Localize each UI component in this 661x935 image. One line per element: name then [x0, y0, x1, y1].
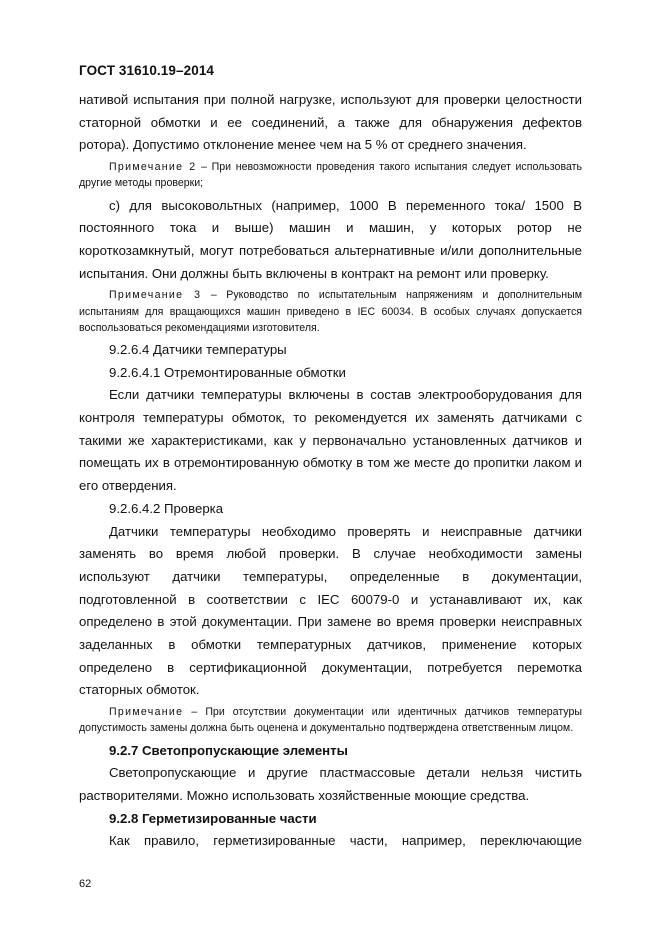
- note-3: [79, 287, 582, 336]
- document-header: ГОСТ 31610.19–2014: [79, 63, 215, 78]
- section-heading-927: 9.2.7 Светопропускающие элементы: [109, 742, 348, 758]
- note-2-text: – При невозможности проведения такого испытания следует использовать другие методы проверки;: [79, 161, 582, 190]
- paragraph-continuation: нативой испытания при полной нагрузке, используют для проверки целостности статорной обмотки и ее соединений, а также для обнаружения дефектов ротора). Допустимо отклонение менее чем на 5 % от среднего значения.: [79, 92, 582, 153]
- paragraph-item-c: с) для высоковольтных (например, 1000 В переменного тока/ 1500 В постоянного тока и выше) машин и машин, у которых ротор не короткозамкнутый, могут потребоваться альтернативные и/или дополнительные испытания. Они должны быть включены в контракт на ремонт или проверку.: [79, 197, 582, 281]
- note-2: [79, 159, 582, 191]
- document-body: [79, 89, 582, 853]
- note-sensors-lead: Примечание: [109, 706, 184, 719]
- paragraph-encapsulated: Как правило, герметизированные части, например, переключающие: [109, 833, 582, 849]
- section-heading-9264: 9.2.6.4 Датчики температуры: [109, 341, 287, 357]
- paragraph-rewound-windings: Если датчики температуры включены в состав электрооборудования для контроля температуры обмоток, то рекомендуется их заменять датчиками с такими же характеристиками, как у первоначально установленных датчиков и помещать их в отремонтированную обмотку в том же месте до пропитки лаком и его отвердения.: [79, 387, 582, 494]
- note-3-text: – Руководство по испытательным напряжениям и дополнительным испытаниям для вращающихся машин приведено в IEC 60034. В особых случаях допускается воспользоваться рекомендациями изготовителя.: [79, 289, 582, 334]
- paragraph-inspection: Датчики температуры необходимо проверять и неисправные датчики заменять во время любой проверки. В случае необходимости замены используют датчики температуры, определенные в документации, подготовленной в соответствии с IEC 60079-0 и устанавливают их, как определено в этой документации. При замене во время проверки неисправных заделанных в обмотки температурных датчиков, применение которых определено в сертификационной документации, потребуется перемотка статорных обмоток.: [79, 523, 582, 698]
- note-sensors-text: – При отсутствии документации или идентичных датчиков температуры допустимость замены должна быть оценена и документально подтверждена ответственным лицом.: [79, 706, 582, 735]
- section-heading-928: 9.2.8 Герметизированные части: [109, 810, 317, 826]
- note-2-lead: Примечание 2: [109, 161, 197, 174]
- note-3-lead: Примечание 3: [109, 289, 202, 302]
- note-sensors: [79, 704, 582, 736]
- section-heading-92641: 9.2.6.4.1 Отремонтированные обмотки: [109, 364, 346, 380]
- page-number: 62: [79, 878, 92, 890]
- section-heading-92642: 9.2.6.4.2 Проверка: [109, 500, 224, 516]
- paragraph-light-transmitting: Светопропускающие и другие пластмассовые детали нельзя чистить растворителями. Можно использовать хозяйственные моющие средства.: [79, 765, 582, 803]
